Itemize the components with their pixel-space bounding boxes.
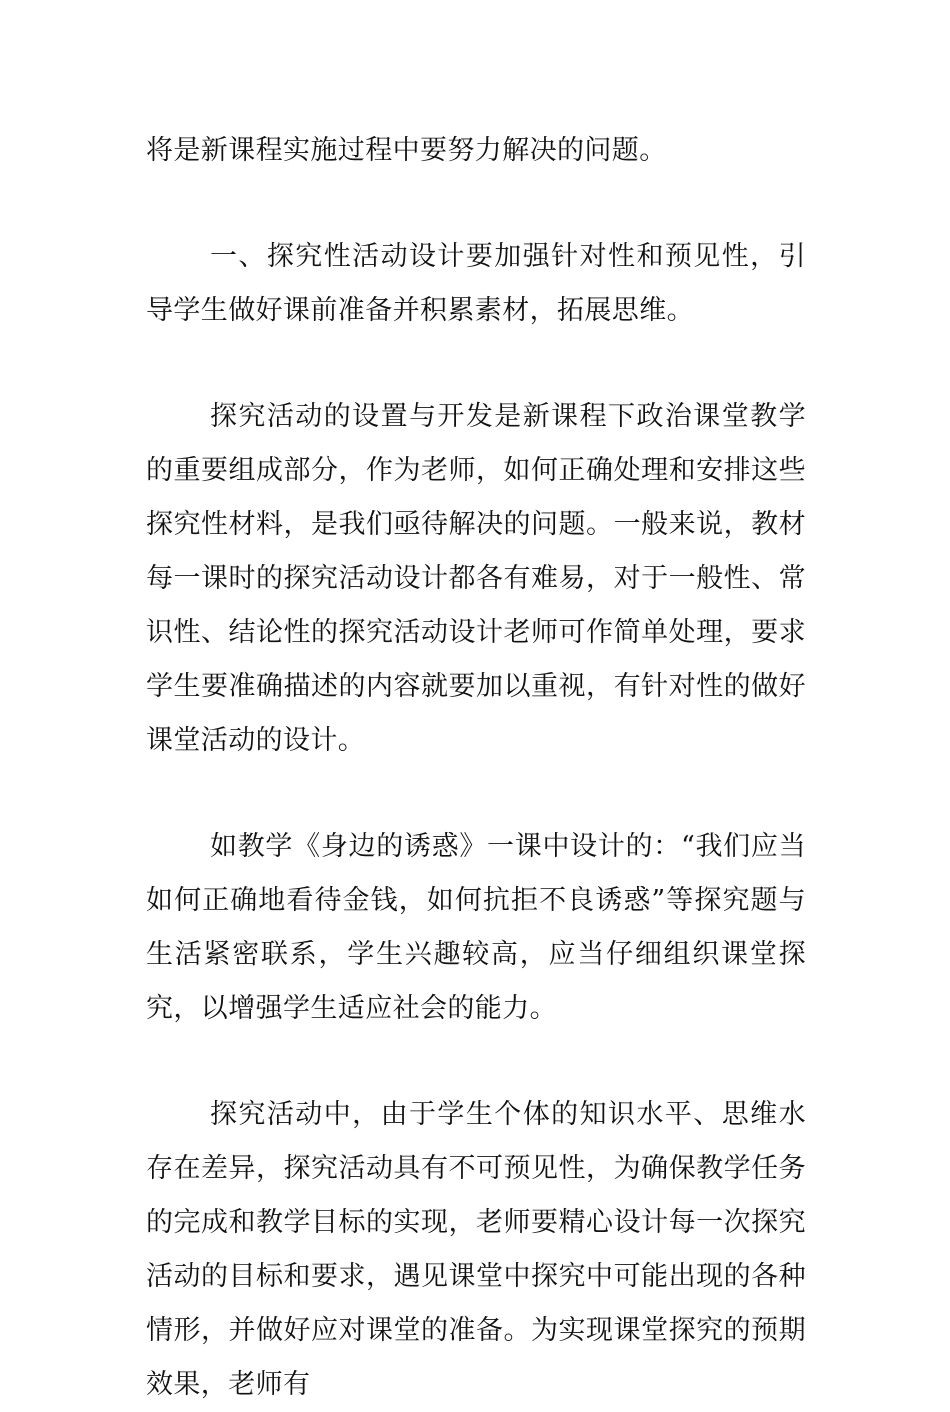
paragraph-continuation: 将是新课程实施过程中要努力解决的问题。	[146, 135, 667, 166]
section-heading-1: 一、探究性活动设计要加强针对性和预见性，引导学生做好课前准备并积累素材，拓展思维。	[146, 241, 806, 326]
paragraph-body-1: 探究活动的设置与开发是新课程下政治课堂教学的重要组成部分，作为老师，如何正确处理和安排这些探究性材料，是我们亟待解决的问题。一般来说，教材每一课时的探究活动设计都各有难易，对于一般性、常识性、结论性的探究活动设计老师可作简单处理，要求学生要准确描述的内容就要加以重视，有针对性的做好课堂活动的设计。	[146, 401, 806, 756]
paragraph-body-3: 探究活动中，由于学生个体的知识水平、思维水存在差异，探究活动具有不可预见性，为确保教学任务的完成和教学目标的实现，老师要精心设计每一次探究活动的目标和要求，遇见课堂中探究中可能出现的各种情形，并做好应对课堂的准备。为实现课堂探究的预期效果，老师有	[146, 1099, 806, 1400]
document-body	[146, 124, 806, 1412]
paragraph-body-2: 如教学《身边的诱惑》一课中设计的：“我们应当如何正确地看待金钱，如何抗拒不良诱惑”等探究题与生活紧密联系，学生兴趣较高，应当仔细组织课堂探究，以增强学生适应社会的能力。	[146, 831, 806, 1024]
